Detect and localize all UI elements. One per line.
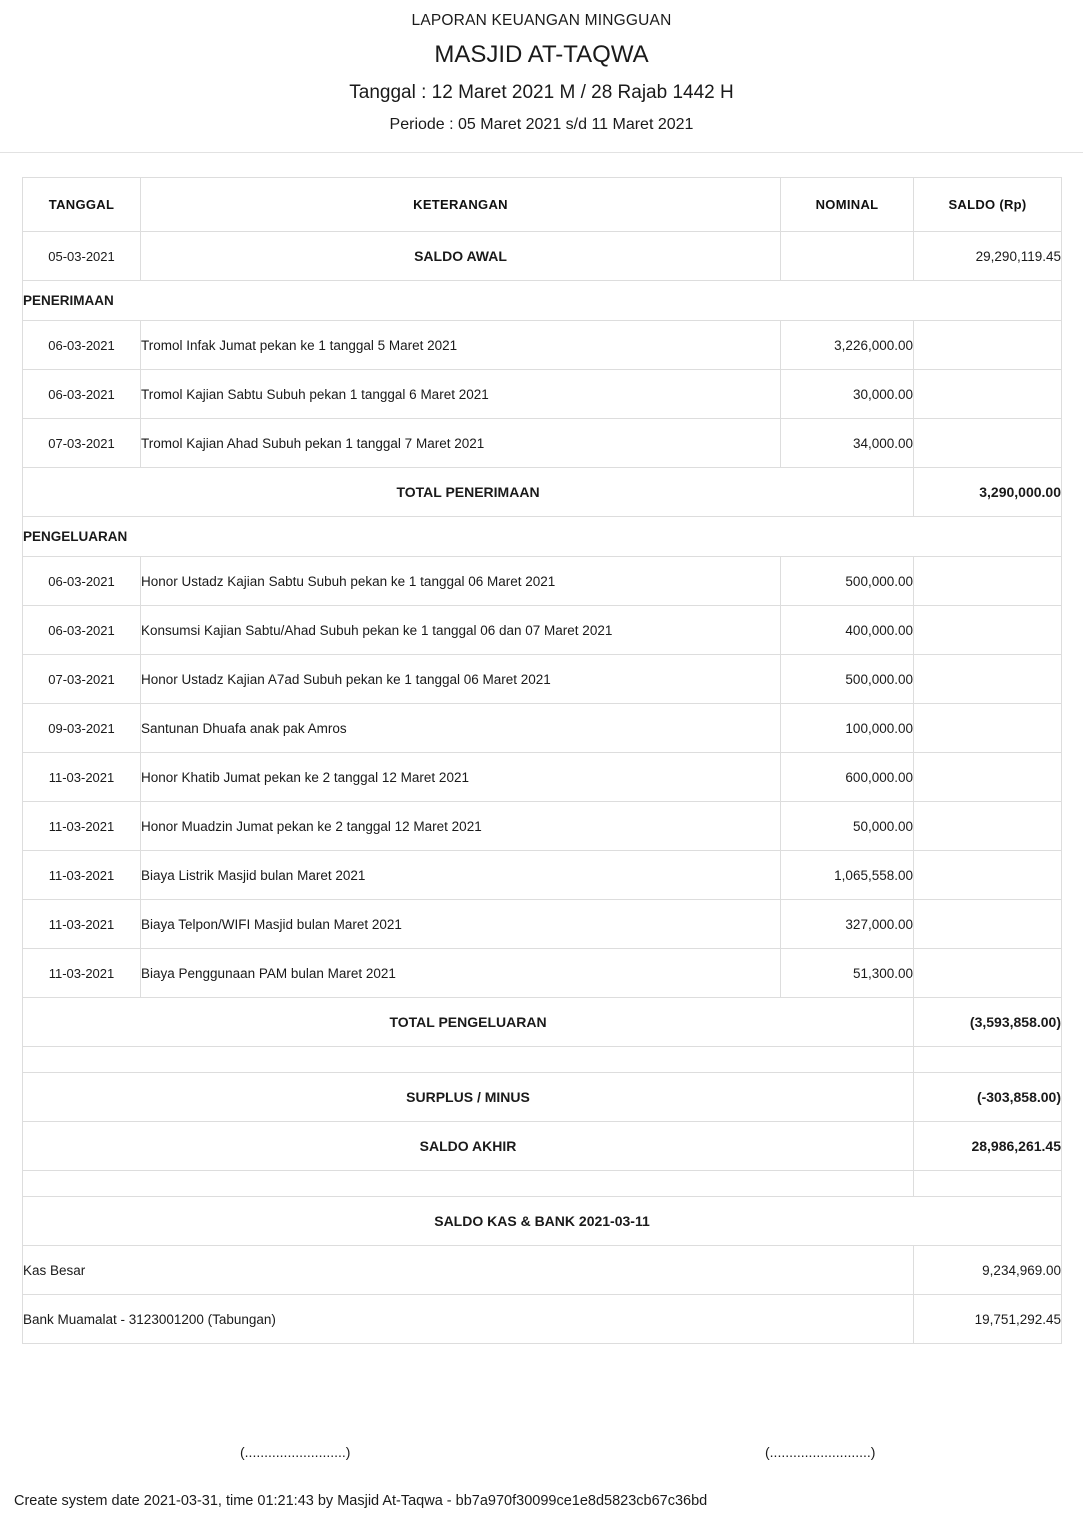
saldo-awal-label: SALDO AWAL: [141, 232, 781, 281]
column-header-saldo: SALDO (Rp): [914, 178, 1062, 232]
row-date: 06-03-2021: [23, 321, 141, 370]
row-date: 07-03-2021: [23, 419, 141, 468]
kas-besar-value: 9,234,969.00: [914, 1246, 1062, 1295]
row-nominal: 400,000.00: [781, 606, 914, 655]
spacer-cell-right: [914, 1047, 1062, 1073]
column-header-nominal: NOMINAL: [781, 178, 914, 232]
row-description: Honor Khatib Jumat pekan ke 2 tanggal 12 Maret 2021: [141, 753, 781, 802]
row-saldo: [914, 557, 1062, 606]
row-date: 11-03-2021: [23, 851, 141, 900]
row-saldo: [914, 753, 1062, 802]
table-row: [23, 851, 1062, 900]
table-body: [23, 232, 1062, 1344]
row-description: Tromol Kajian Sabtu Subuh pekan 1 tanggal 6 Maret 2021: [141, 370, 781, 419]
table-spacer-row: [23, 1047, 1062, 1073]
row-description: Biaya Penggunaan PAM bulan Maret 2021: [141, 949, 781, 998]
table-row: [23, 655, 1062, 704]
row-nominal: 500,000.00: [781, 655, 914, 704]
row-nominal: 327,000.00: [781, 900, 914, 949]
total-pengeluaran-value: (3,593,858.00): [914, 998, 1062, 1047]
row-description: Biaya Telpon/WIFI Masjid bulan Maret 2021: [141, 900, 781, 949]
surplus-value: (-303,858.00): [914, 1073, 1062, 1122]
table-row: [23, 370, 1062, 419]
column-header-tanggal: TANGGAL: [23, 178, 141, 232]
bank-muamalat-value: 19,751,292.45: [914, 1295, 1062, 1344]
row-date: 06-03-2021: [23, 606, 141, 655]
table-header-row: [23, 178, 1062, 232]
row-description: Tromol Kajian Ahad Subuh pekan 1 tanggal 7 Maret 2021: [141, 419, 781, 468]
total-penerimaan-label: TOTAL PENERIMAAN: [23, 468, 914, 517]
row-nominal: 100,000.00: [781, 704, 914, 753]
row-saldo: [914, 949, 1062, 998]
document-header: [0, 0, 1083, 153]
section-heading-saldo-kas-bank: [23, 1197, 1062, 1246]
organization-name: MASJID AT-TAQWA: [434, 41, 649, 68]
row-date: 06-03-2021: [23, 370, 141, 419]
table-row: [23, 419, 1062, 468]
table-row-kas-besar: [23, 1246, 1062, 1295]
section-heading-penerimaan: [23, 281, 1062, 321]
table-row: [23, 606, 1062, 655]
surplus-label: SURPLUS / MINUS: [23, 1073, 914, 1122]
table-row: [23, 949, 1062, 998]
row-nominal: 30,000.00: [781, 370, 914, 419]
table-row: [23, 704, 1062, 753]
row-saldo: [914, 704, 1062, 753]
signature-area: [22, 1444, 1061, 1484]
kas-besar-label: Kas Besar: [23, 1246, 914, 1295]
spacer-cell-left: [23, 1047, 914, 1073]
row-description: Honor Ustadz Kajian A7ad Subuh pekan ke 1 tanggal 06 Maret 2021: [141, 655, 781, 704]
column-header-keterangan: KETERANGAN: [141, 178, 781, 232]
spacer-cell-right: [914, 1171, 1062, 1197]
bank-muamalat-label: Bank Muamalat - 3123001200 (Tabungan): [23, 1295, 914, 1344]
row-date: 11-03-2021: [23, 949, 141, 998]
row-description: Santunan Dhuafa anak pak Amros: [141, 704, 781, 753]
row-nominal: 34,000.00: [781, 419, 914, 468]
saldo-awal-date: 05-03-2021: [23, 232, 141, 281]
row-date: 11-03-2021: [23, 900, 141, 949]
row-nominal: 1,065,558.00: [781, 851, 914, 900]
row-saldo: [914, 851, 1062, 900]
row-description: Honor Ustadz Kajian Sabtu Subuh pekan ke 1 tanggal 06 Maret 2021: [141, 557, 781, 606]
row-nominal: 600,000.00: [781, 753, 914, 802]
table-row-total-pengeluaran: [23, 998, 1062, 1047]
total-penerimaan-value: 3,290,000.00: [914, 468, 1062, 517]
row-saldo: [914, 802, 1062, 851]
row-saldo: [914, 321, 1062, 370]
row-saldo: [914, 655, 1062, 704]
row-description: Konsumsi Kajian Sabtu/Ahad Subuh pekan ke 1 tanggal 06 dan 07 Maret 2021: [141, 606, 781, 655]
row-date: 11-03-2021: [23, 753, 141, 802]
table-row: [23, 900, 1062, 949]
row-description: Honor Muadzin Jumat pekan ke 2 tanggal 12 Maret 2021: [141, 802, 781, 851]
row-nominal: 3,226,000.00: [781, 321, 914, 370]
row-nominal: 51,300.00: [781, 949, 914, 998]
report-date: Tanggal : 12 Maret 2021 M / 28 Rajab 1442 H: [349, 82, 734, 103]
table-row-surplus: [23, 1073, 1062, 1122]
penerimaan-heading-label: PENERIMAAN: [23, 281, 1062, 321]
table-spacer-row: [23, 1171, 1062, 1197]
saldo-awal-nominal: [781, 232, 914, 281]
row-date: 09-03-2021: [23, 704, 141, 753]
row-saldo: [914, 419, 1062, 468]
row-saldo: [914, 606, 1062, 655]
table-row-total-penerimaan: [23, 468, 1062, 517]
row-date: 11-03-2021: [23, 802, 141, 851]
table-row: [23, 557, 1062, 606]
saldo-akhir-value: 28,986,261.45: [914, 1122, 1062, 1171]
financial-report-table: [22, 177, 1062, 1344]
total-pengeluaran-label: TOTAL PENGELUARAN: [23, 998, 914, 1047]
table-row-bank-muamalat: [23, 1295, 1062, 1344]
row-nominal: 50,000.00: [781, 802, 914, 851]
section-heading-pengeluaran: [23, 517, 1062, 557]
pengeluaran-heading-label: PENGELUARAN: [23, 517, 1062, 557]
saldo-akhir-label: SALDO AKHIR: [23, 1122, 914, 1171]
row-description: Biaya Listrik Masjid bulan Maret 2021: [141, 851, 781, 900]
row-date: 07-03-2021: [23, 655, 141, 704]
table-row-saldo-akhir: [23, 1122, 1062, 1171]
row-date: 06-03-2021: [23, 557, 141, 606]
footer-system-note: Create system date 2021-03-31, time 01:21:43 by Masjid At-Taqwa - bb7a970f30099ce1e8d5823cb67c36bd: [14, 1493, 708, 1509]
row-saldo: [914, 370, 1062, 419]
table-row-saldo-awal: [23, 232, 1062, 281]
report-type-title: LAPORAN KEUANGAN MINGGUAN: [411, 12, 672, 29]
row-saldo: [914, 900, 1062, 949]
report-period: Periode : 05 Maret 2021 s/d 11 Maret 2021: [389, 116, 694, 133]
spacer-cell-left: [23, 1171, 914, 1197]
signature-left: (..........................): [240, 1444, 351, 1460]
row-nominal: 500,000.00: [781, 557, 914, 606]
table-row: [23, 321, 1062, 370]
table-header: [23, 178, 1062, 232]
table-row: [23, 753, 1062, 802]
signature-right: (..........................): [765, 1444, 876, 1460]
report-table-wrapper: [0, 153, 1083, 1484]
saldo-kas-bank-heading: SALDO KAS & BANK 2021-03-11: [23, 1197, 1062, 1246]
row-description: Tromol Infak Jumat pekan ke 1 tanggal 5 Maret 2021: [141, 321, 781, 370]
saldo-awal-saldo: 29,290,119.45: [914, 232, 1062, 281]
table-row: [23, 802, 1062, 851]
